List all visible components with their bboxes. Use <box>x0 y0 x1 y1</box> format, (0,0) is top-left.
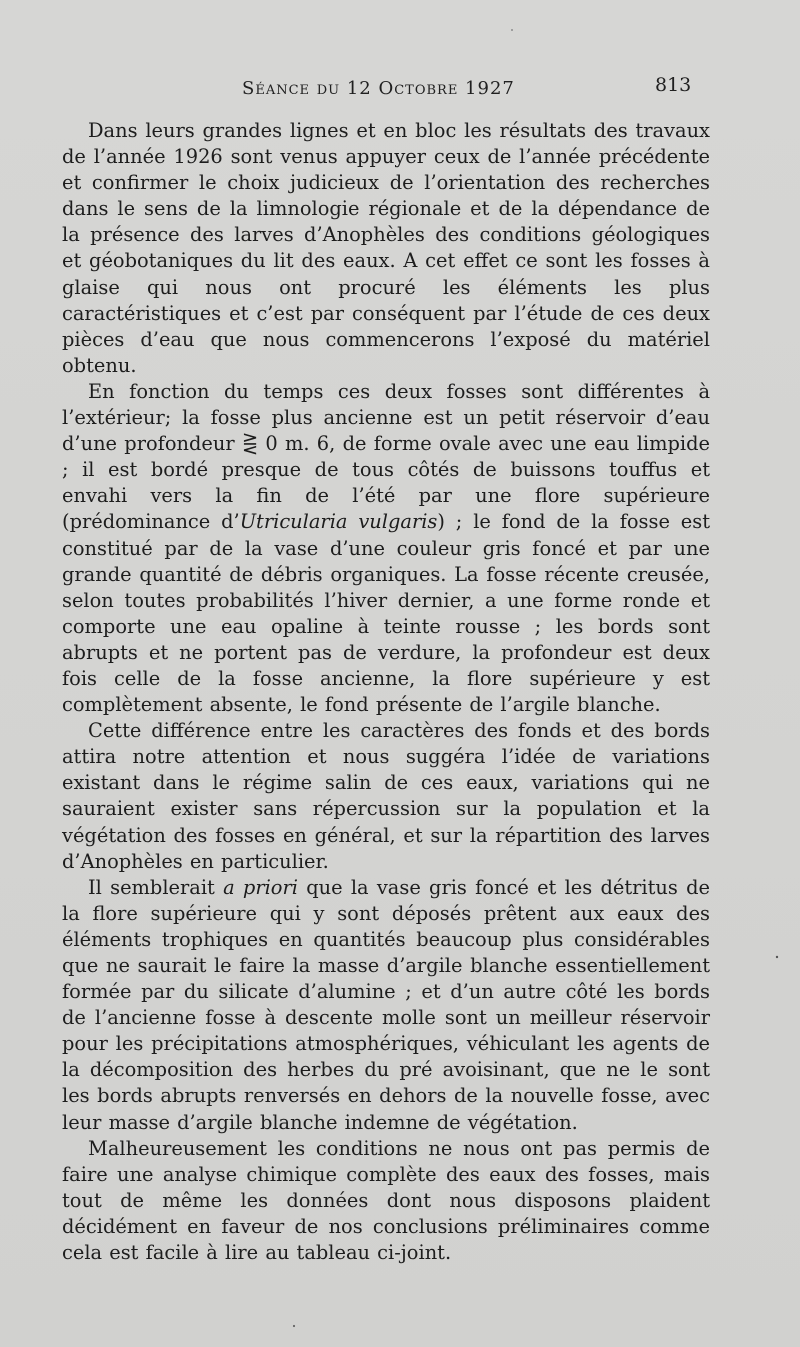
paragraph-5-text: Malheureusement les conditions ne nous ont pas permis de faire une analyse chimique complète des eaux des fosses, mais tout de même les données dont nous disposons plaident décidément en faveur de nos conclusions préliminaires comme cela est facile à lire au tableau ci-joint. <box>62 1136 710 1265</box>
running-head <box>0 74 800 104</box>
paragraph-2-text-end: ) ; le fond de la fosse est constitué par de la vase d’une couleur gris foncé et par une grande quantité de débris organiques. La fosse récente creusée, selon toutes probabilités l’hiver dernier, a une forme ronde et comporte une eau opaline à teinte rousse ; les bords sont abrupts et ne portent pas de verdure, la profondeur est deux fois celle de la fosse ancienne, la flore supérieure y est complètement absente, le fond présente de l’argile blanche. <box>62 510 711 717</box>
body-text <box>62 118 710 1266</box>
paragraph-4 <box>62 875 710 1136</box>
speck <box>293 1325 295 1327</box>
page-number: 813 <box>655 74 692 96</box>
speck <box>776 956 778 958</box>
paragraph-4-text-start: Il semblerait <box>88 875 224 899</box>
paragraph-4-text-end: que la vase gris foncé et les détritus de la flore supérieure qui y sont déposés prêtent aux eaux des éléments trophiques en quantités beaucoup plus considérables que ne saurait le faire la masse d’argile blanche essentiellement formée par du silicate d’alumine ; et d’un autre côté les bords de l’ancienne fosse à descente molle sont un meilleur réservoir pour les précipitations atmosphériques, véhiculant les agents de la décomposition des herbes du pré avoisinant, que ne le sont les bords abrupts renversés en dehors de la nouvelle fosse, avec leur masse d’argile blanche indemne de végétation. <box>62 875 710 1134</box>
paragraph-3-text: Cette différence entre les caractères des fonds et des bords attira notre attention et nous suggéra l’idée de variations existant dans le régime salin de ces eaux, variations qui ne sauraient exister sans répercussion sur la population et la végétation des fosses en général, et sur la répartition des larves d’Anophèles en particulier. <box>62 719 710 873</box>
speck <box>511 29 513 31</box>
paragraph-3 <box>62 718 710 875</box>
paragraph-5 <box>62 1136 710 1266</box>
paragraph-2 <box>62 379 710 718</box>
latin-phrase: a priori <box>223 875 298 899</box>
species-name: Utricularia vulgaris <box>239 510 438 534</box>
paragraph-2-text-start: En fonction du temps ces deux fosses sont différentes à l’extérieur; la fosse plus ancienne est un petit réservoir d’eau d’une profondeur ⋛ 0 m. 6, de forme ovale avec une eau limpide ; il est bordé presque de tous côtés de buissons touffus et envahi vers la fin de l’été par une flore supérieure (prédominance d’ <box>62 379 710 534</box>
running-title: Séance du 12 Octobre 1927 <box>242 78 515 99</box>
paragraph-1 <box>62 118 710 379</box>
paragraph-1-text: Dans leurs grandes lignes et en bloc les résultats des travaux de l’année 1926 sont venus appuyer ceux de l’année précédente et confirmer le choix judicieux de l’orientation des recherches dans le sens de la limnologie régionale et de la dépendance de la présence des larves d’Anophèles des conditions géologiques et géobotaniques du lit des eaux. A cet effet ce sont les fosses à glaise qui nous ont procuré les éléments les plus caractéristiques et c’est par conséquent par l’étude de ces deux pièces d’eau que nous commencerons l’exposé du matériel obtenu. <box>62 119 710 377</box>
